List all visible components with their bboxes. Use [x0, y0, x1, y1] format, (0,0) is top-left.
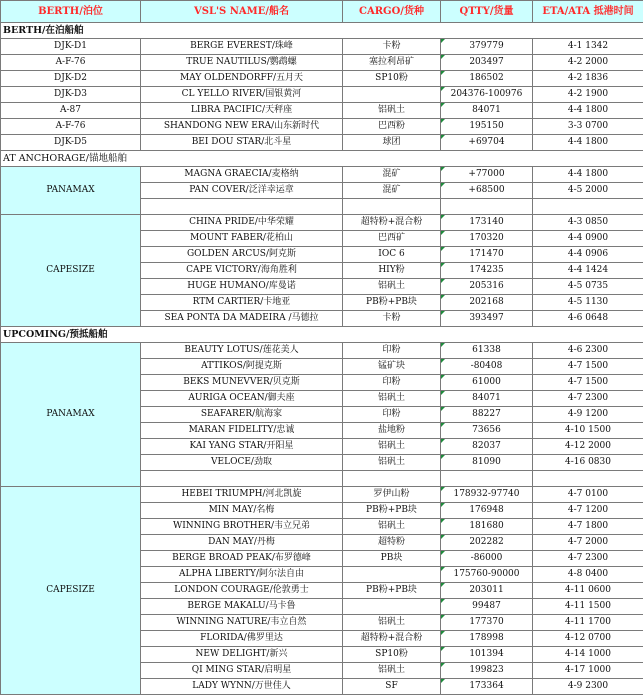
- comment-marker-icon: [441, 87, 445, 91]
- qtty-value: 61338: [472, 345, 501, 355]
- vessel-cell: HUGE HUMANO/库曼诺: [141, 279, 343, 295]
- comment-marker-icon: [441, 439, 445, 443]
- qtty-value: 170320: [469, 233, 504, 243]
- eta-cell: 4-11 1500: [533, 599, 643, 615]
- empty-cell: [533, 471, 643, 487]
- col-header-vessel: VSL'S NAME/船名: [141, 1, 343, 23]
- eta-cell: 4-7 1200: [533, 503, 643, 519]
- comment-marker-icon: [441, 503, 445, 507]
- vessel-cell: QI MING STAR/启明星: [141, 663, 343, 679]
- qtty-value: 203011: [469, 585, 504, 595]
- eta-cell: 4-7 1800: [533, 519, 643, 535]
- berth-cell: DJK-D3: [1, 87, 141, 103]
- cargo-cell: [343, 567, 441, 583]
- eta-cell: 4-4 1800: [533, 167, 643, 183]
- vessel-cell: SEAFARER/航海家: [141, 407, 343, 423]
- qtty-value: 178932-97740: [453, 489, 520, 499]
- berth-cell: A-F-76: [1, 119, 141, 135]
- vessel-cell: KAI YANG STAR/开阳星: [141, 439, 343, 455]
- comment-marker-icon: [441, 375, 445, 379]
- qtty-cell: [441, 55, 533, 71]
- table-row[interactable]: [1, 167, 643, 183]
- eta-cell: 4-2 2000: [533, 55, 643, 71]
- qtty-cell: [441, 631, 533, 647]
- vessel-cell: MOUNT FABER/花柏山: [141, 231, 343, 247]
- berth-cell: DJK-D2: [1, 71, 141, 87]
- vessel-cell: VELOCE/劲取: [141, 455, 343, 471]
- qtty-cell: [441, 87, 533, 103]
- qtty-cell: [441, 167, 533, 183]
- vessel-cell: BERGE BROAD PEAK/布罗德峰: [141, 551, 343, 567]
- vessel-cell: TRUE NAUTILUS/鹦鹉螺: [141, 55, 343, 71]
- qtty-cell: [441, 567, 533, 583]
- qtty-value: -80408: [470, 361, 503, 371]
- vessel-cell: BEAUTY LOTUS/莲花美人: [141, 343, 343, 359]
- empty-cell: [533, 199, 643, 215]
- qtty-cell: [441, 311, 533, 327]
- eta-cell: 4-4 0906: [533, 247, 643, 263]
- eta-cell: 4-4 0900: [533, 231, 643, 247]
- empty-cell: [343, 199, 441, 215]
- cargo-cell: 铝矾土: [343, 103, 441, 119]
- qtty-value: -86000: [470, 553, 503, 563]
- qtty-cell: [441, 487, 533, 503]
- vessel-cell: BEI DOU STAR/北斗星: [141, 135, 343, 151]
- comment-marker-icon: [441, 519, 445, 523]
- vessel-cell: NEW DELIGHT/新兴: [141, 647, 343, 663]
- eta-cell: 4-7 2300: [533, 551, 643, 567]
- cargo-cell: SP10粉: [343, 647, 441, 663]
- qtty-value: 199823: [469, 665, 504, 675]
- cargo-cell: HIY粉: [343, 263, 441, 279]
- berth-cell: A-87: [1, 103, 141, 119]
- qtty-cell: [441, 39, 533, 55]
- cargo-cell: SF: [343, 679, 441, 695]
- vessel-cell: MAGNA GRAECIA/麦格纳: [141, 167, 343, 183]
- empty-cell: [441, 471, 533, 487]
- cargo-cell: 卡粉: [343, 311, 441, 327]
- section-upcoming: [1, 327, 643, 343]
- comment-marker-icon: [441, 615, 445, 619]
- cargo-cell: 超特粉: [343, 535, 441, 551]
- eta-cell: 4-10 1500: [533, 423, 643, 439]
- comment-marker-icon: [441, 391, 445, 395]
- qtty-cell: [441, 183, 533, 199]
- comment-marker-icon: [441, 215, 445, 219]
- qtty-cell: [441, 279, 533, 295]
- eta-cell: 4-4 1800: [533, 103, 643, 119]
- eta-cell: 3-3 0700: [533, 119, 643, 135]
- eta-cell: 4-6 0648: [533, 311, 643, 327]
- col-header-cargo: CARGO/货种: [343, 1, 441, 23]
- vessel-cell: LONDON COURAGE/伦敦勇士: [141, 583, 343, 599]
- section-berth-title: BERTH/在泊船舶: [1, 23, 643, 39]
- cargo-cell: 铝矾土: [343, 519, 441, 535]
- qtty-cell: [441, 439, 533, 455]
- cargo-cell: 超特粉+混合粉: [343, 631, 441, 647]
- qtty-value: 101394: [469, 649, 504, 659]
- berth-cell: A-F-76: [1, 55, 141, 71]
- empty-cell: [141, 471, 343, 487]
- eta-cell: 4-17 1000: [533, 663, 643, 679]
- table-row[interactable]: [1, 87, 643, 103]
- cargo-cell: 印粉: [343, 343, 441, 359]
- qtty-cell: [441, 535, 533, 551]
- vessel-cell: FLORIDA/佛罗里达: [141, 631, 343, 647]
- qtty-value: 171470: [469, 249, 504, 259]
- qtty-cell: [441, 663, 533, 679]
- qtty-cell: [441, 423, 533, 439]
- qtty-cell: [441, 679, 533, 695]
- table-row[interactable]: [1, 119, 643, 135]
- comment-marker-icon: [441, 407, 445, 411]
- qtty-value: 176948: [469, 505, 504, 515]
- eta-cell: 4-7 1500: [533, 375, 643, 391]
- cargo-cell: 混矿: [343, 167, 441, 183]
- cargo-cell: 铝矾土: [343, 663, 441, 679]
- qtty-cell: [441, 295, 533, 311]
- qtty-cell: [441, 119, 533, 135]
- cargo-cell: PB粉+PB块: [343, 295, 441, 311]
- eta-cell: 4-7 2000: [533, 535, 643, 551]
- cargo-cell: [343, 599, 441, 615]
- comment-marker-icon: [441, 39, 445, 43]
- vessel-cell: LADY WYNN/万世佳人: [141, 679, 343, 695]
- qtty-value: +68500: [468, 185, 505, 195]
- vessel-cell: WINNING NATURE/韦立自然: [141, 615, 343, 631]
- cargo-cell: 超特粉+混合粉: [343, 215, 441, 231]
- vessel-cell: SEA PONTA DA MADEIRA /马德拉: [141, 311, 343, 327]
- eta-cell: 4-14 1000: [533, 647, 643, 663]
- eta-cell: 4-3 0850: [533, 215, 643, 231]
- empty-cell: [141, 199, 343, 215]
- qtty-value: 61000: [472, 377, 501, 387]
- comment-marker-icon: [441, 423, 445, 427]
- cargo-cell: PB粉+PB块: [343, 503, 441, 519]
- qtty-value: 173364: [469, 681, 504, 691]
- qtty-value: 186502: [469, 73, 504, 83]
- qtty-cell: [441, 615, 533, 631]
- table-row[interactable]: [1, 487, 643, 503]
- cargo-cell: IOC 6: [343, 247, 441, 263]
- eta-cell: 4-2 1836: [533, 71, 643, 87]
- vessel-class-label: PANAMAX: [1, 343, 141, 487]
- cargo-cell: PB粉+PB块: [343, 583, 441, 599]
- qtty-cell: [441, 391, 533, 407]
- vessel-class-label: CAPESIZE: [1, 215, 141, 327]
- qtty-value: 203497: [469, 57, 504, 67]
- comment-marker-icon: [441, 55, 445, 59]
- qtty-value: 195150: [469, 121, 504, 131]
- qtty-cell: [441, 247, 533, 263]
- cargo-cell: 锰矿块: [343, 359, 441, 375]
- eta-cell: 4-7 1500: [533, 359, 643, 375]
- qtty-cell: [441, 215, 533, 231]
- table-row[interactable]: [1, 39, 643, 55]
- comment-marker-icon: [441, 551, 445, 555]
- vessel-cell: CL YELLO RIVER/国银黄河: [141, 87, 343, 103]
- comment-marker-icon: [441, 103, 445, 107]
- comment-marker-icon: [441, 183, 445, 187]
- vessel-cell: MAY OLDENDORFF/五月天: [141, 71, 343, 87]
- vessel-cell: AURIGA OCEAN/御夫座: [141, 391, 343, 407]
- qtty-cell: [441, 359, 533, 375]
- qtty-value: 84071: [472, 105, 501, 115]
- cargo-cell: PB块: [343, 551, 441, 567]
- qtty-value: 88227: [472, 409, 501, 419]
- cargo-cell: SP10粉: [343, 71, 441, 87]
- cargo-cell: 铝矾土: [343, 279, 441, 295]
- qtty-value: 204376-100976: [450, 89, 523, 99]
- comment-marker-icon: [441, 263, 445, 267]
- vessel-cell: BERGE EVEREST/珠峰: [141, 39, 343, 55]
- qtty-value: 202168: [469, 297, 504, 307]
- qtty-value: 177370: [469, 617, 504, 627]
- vessel-cell: GOLDEN ARCUS/阿克斯: [141, 247, 343, 263]
- qtty-value: +77000: [468, 169, 505, 179]
- eta-cell: 4-9 2300: [533, 679, 643, 695]
- qtty-cell: [441, 103, 533, 119]
- table-row[interactable]: [1, 343, 643, 359]
- vessel-cell: ATTIKOS/阿提克斯: [141, 359, 343, 375]
- comment-marker-icon: [441, 647, 445, 651]
- cargo-cell: 巴西粉: [343, 119, 441, 135]
- qtty-value: 82037: [472, 441, 501, 451]
- col-header-eta: ETA/ATA 抵港时间: [533, 1, 643, 23]
- vessel-cell: MIN MAY/名梅: [141, 503, 343, 519]
- section-anchorage-title: AT ANCHORAGE/锚地船舶: [1, 151, 643, 167]
- cargo-cell: 罗伊山粉: [343, 487, 441, 503]
- empty-cell: [441, 199, 533, 215]
- qtty-value: 205316: [469, 281, 504, 291]
- qtty-cell: [441, 503, 533, 519]
- comment-marker-icon: [441, 567, 445, 571]
- berth-cell: DJK-D5: [1, 135, 141, 151]
- vessel-cell: RTM CARTIER/卡地亚: [141, 295, 343, 311]
- comment-marker-icon: [441, 679, 445, 683]
- qtty-value: 99487: [472, 601, 501, 611]
- cargo-cell: 塞拉利昂矿: [343, 55, 441, 71]
- col-header-berth: BERTH/泊位: [1, 1, 141, 23]
- vessel-cell: BEKS MUNEVVER/贝克斯: [141, 375, 343, 391]
- eta-cell: 4-6 2300: [533, 343, 643, 359]
- cargo-cell: 印粉: [343, 407, 441, 423]
- qtty-value: 181680: [469, 521, 504, 531]
- table-row[interactable]: [1, 55, 643, 71]
- eta-cell: 4-16 0830: [533, 455, 643, 471]
- eta-cell: 4-4 1800: [533, 135, 643, 151]
- eta-cell: 4-12 2000: [533, 439, 643, 455]
- eta-cell: 4-8 0400: [533, 567, 643, 583]
- table-row[interactable]: [1, 103, 643, 119]
- comment-marker-icon: [441, 631, 445, 635]
- vessel-cell: CAPE VICTORY/海角胜利: [141, 263, 343, 279]
- cargo-cell: 盐地粉: [343, 423, 441, 439]
- comment-marker-icon: [441, 279, 445, 283]
- comment-marker-icon: [441, 343, 445, 347]
- qtty-value: 379779: [469, 41, 504, 51]
- qtty-cell: [441, 71, 533, 87]
- qtty-value: 178998: [469, 633, 504, 643]
- qtty-value: 84071: [472, 393, 501, 403]
- qtty-value: 202282: [469, 537, 504, 547]
- qtty-value: 393497: [469, 313, 504, 323]
- berth-cell: DJK-D1: [1, 39, 141, 55]
- comment-marker-icon: [441, 231, 445, 235]
- comment-marker-icon: [441, 583, 445, 587]
- cargo-cell: 铝矾土: [343, 439, 441, 455]
- vessel-cell: PAN COVER/泛洋幸运章: [141, 183, 343, 199]
- eta-cell: 4-7 0100: [533, 487, 643, 503]
- eta-cell: 4-5 0735: [533, 279, 643, 295]
- vessel-cell: MARAN FIDELITY/忠诚: [141, 423, 343, 439]
- table-row[interactable]: [1, 135, 643, 151]
- section-upcoming-title: UPCOMING/预抵船舶: [1, 327, 643, 343]
- vessel-cell: BERGE MAKALU/马卡鲁: [141, 599, 343, 615]
- qtty-cell: [441, 599, 533, 615]
- vessel-cell: SHANDONG NEW ERA/山东新时代: [141, 119, 343, 135]
- qtty-value: 173140: [469, 217, 504, 227]
- qtty-cell: [441, 455, 533, 471]
- qtty-cell: [441, 135, 533, 151]
- comment-marker-icon: [441, 487, 445, 491]
- comment-marker-icon: [441, 71, 445, 75]
- cargo-cell: 卡粉: [343, 39, 441, 55]
- qtty-cell: [441, 343, 533, 359]
- vessel-cell: WINNING BROTHER/韦立兄弟: [141, 519, 343, 535]
- qtty-cell: [441, 407, 533, 423]
- vessel-class-label: PANAMAX: [1, 167, 141, 215]
- comment-marker-icon: [441, 247, 445, 251]
- eta-cell: 4-5 2000: [533, 183, 643, 199]
- comment-marker-icon: [441, 455, 445, 459]
- eta-cell: 4-4 1424: [533, 263, 643, 279]
- cargo-cell: 铝矾土: [343, 391, 441, 407]
- comment-marker-icon: [441, 135, 445, 139]
- cargo-cell: 铝矾土: [343, 615, 441, 631]
- cargo-cell: 铝矾土: [343, 455, 441, 471]
- comment-marker-icon: [441, 359, 445, 363]
- vessel-cell: CHINA PRIDE/中华荣耀: [141, 215, 343, 231]
- qtty-cell: [441, 551, 533, 567]
- eta-cell: 4-12 0700: [533, 631, 643, 647]
- eta-cell: 4-1 1342: [533, 39, 643, 55]
- qtty-value: +69704: [468, 137, 505, 147]
- empty-cell: [343, 471, 441, 487]
- vessel-cell: ALPHA LIBERTY/阿尔法自由: [141, 567, 343, 583]
- cargo-cell: 球团: [343, 135, 441, 151]
- cargo-cell: 巴西矿: [343, 231, 441, 247]
- comment-marker-icon: [441, 535, 445, 539]
- comment-marker-icon: [441, 311, 445, 315]
- eta-cell: 4-9 1200: [533, 407, 643, 423]
- section-berth: [1, 23, 643, 39]
- qtty-value: 175760-90000: [453, 569, 520, 579]
- comment-marker-icon: [441, 295, 445, 299]
- cargo-cell: 混矿: [343, 183, 441, 199]
- comment-marker-icon: [441, 119, 445, 123]
- section-anchorage: [1, 151, 643, 167]
- vessel-cell: HEBEI TRIUMPH/河北凯旋: [141, 487, 343, 503]
- qtty-value: 73656: [472, 425, 501, 435]
- eta-cell: 4-2 1900: [533, 87, 643, 103]
- qtty-cell: [441, 583, 533, 599]
- qtty-cell: [441, 647, 533, 663]
- qtty-value: 81090: [472, 457, 501, 467]
- qtty-cell: [441, 519, 533, 535]
- vessel-cell: DAN MAY/丹梅: [141, 535, 343, 551]
- qtty-cell: [441, 263, 533, 279]
- eta-cell: 4-11 0600: [533, 583, 643, 599]
- table-row[interactable]: [1, 71, 643, 87]
- comment-marker-icon: [441, 663, 445, 667]
- cargo-cell: [343, 87, 441, 103]
- eta-cell: 4-7 2300: [533, 391, 643, 407]
- comment-marker-icon: [441, 599, 445, 603]
- header-row: [1, 1, 643, 23]
- col-header-qtty: QTTY/货量: [441, 1, 533, 23]
- vessel-class-label: CAPESIZE: [1, 487, 141, 695]
- table-row[interactable]: [1, 215, 643, 231]
- eta-cell: 4-5 1130: [533, 295, 643, 311]
- cargo-cell: 印粉: [343, 375, 441, 391]
- qtty-cell: [441, 231, 533, 247]
- qtty-cell: [441, 375, 533, 391]
- eta-cell: 4-11 1700: [533, 615, 643, 631]
- vessel-cell: LIBRA PACIFIC/天秤座: [141, 103, 343, 119]
- comment-marker-icon: [441, 167, 445, 171]
- qtty-value: 174235: [469, 265, 504, 275]
